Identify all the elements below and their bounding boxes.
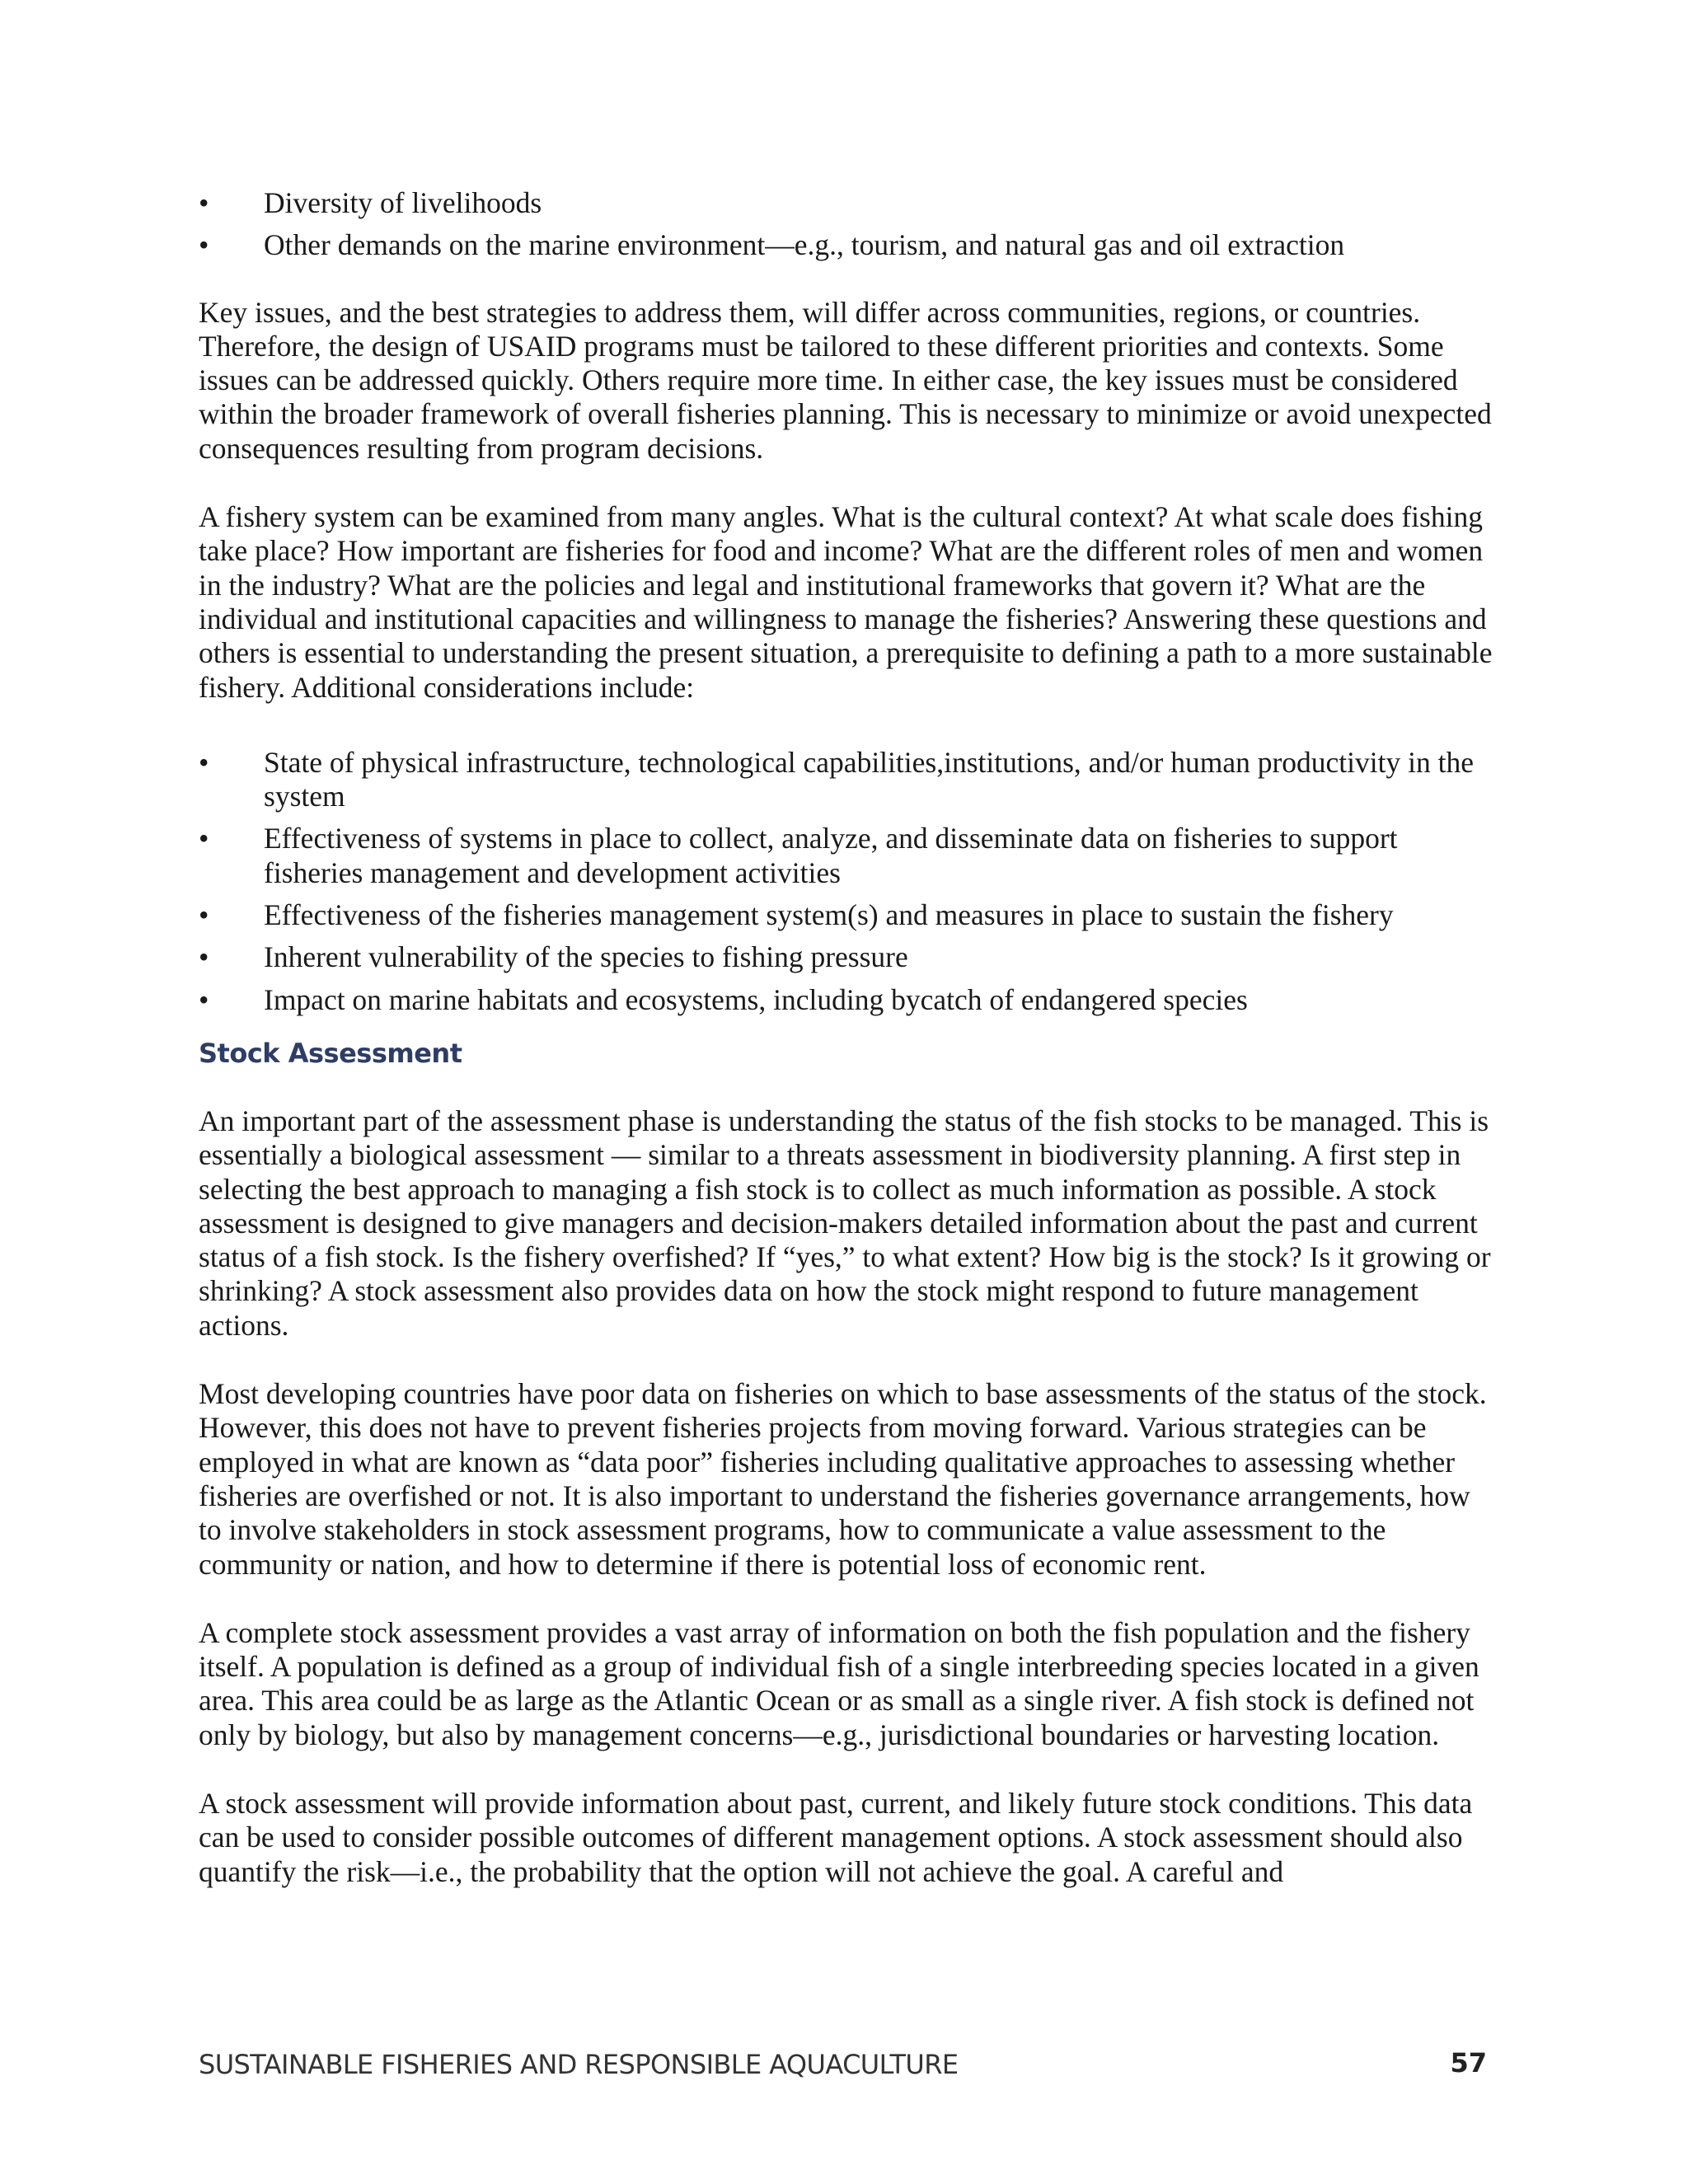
bullet-icon: • [199,898,209,932]
bullet-icon: • [199,982,209,1016]
page-content [199,186,1493,1889]
bullet-icon: • [199,186,209,219]
bullet-icon: • [199,745,209,779]
paragraph: Most developing countries have poor data on fisheries on which to base assessments of the status of the stock. However, this does not have to prevent fisheries projects from moving forward. Various strategies can be employed in what are known as “data poor” fisheries including qualitative approaches to assessing whether fisheries are overfished or not. It is also important to understand the fisheries governance arrangements, how to involve stakeholders in stock assessment programs, how to communicate a value assessment to the community or nation, and how to determine if there is potential loss of economic rent. [199,1377,1487,1581]
list-item: • Effectiveness of systems in place to collect, analyze, and disseminate data on fisheries to support fisheries management and development activities [199,822,1398,889]
bullet-icon: • [199,822,209,855]
paragraph: An important part of the assessment phase is understanding the status of the fish stocks to be managed. This is essentially a biological assessment — similar to a threats assessment in biodiversity planning. A first step in selecting the best approach to managing a fish stock is to collect as much information as possible. A stock assessment is designed to give managers and decision-makers detailed information about the past and current status of a fish stock. Is the fishery overfished? If “yes,” to what extent? How big is the stock? Is it growing or shrinking? A stock assessment also provides data on how the stock might respond to future management actions. [199,1104,1491,1342]
list-item: • Impact on marine habitats and ecosystems, including bycatch of endangered species [199,982,1248,1016]
paragraph: A stock assessment will provide information about past, current, and likely future stock conditions. This data can be used to consider possible outcomes of different management options. A stock assessment should also quantify the risk—i.e., the probability that the option will not achieve the goal. A careful and [199,1786,1473,1888]
footer-title: SUSTAINABLE FISHERIES AND RESPONSIBLE AQUACULTURE [199,2049,959,2080]
section-heading: Stock Assessment [199,1037,462,1069]
page-number: 57 [1450,2047,1487,2079]
paragraph: A fishery system can be examined from many angles. What is the cultural context? At what scale does fishing take place? How important are fisheries for food and income? What are the different roles of men and women in the industry? What are the policies and legal and institutional frameworks that govern it? What are the individual and institutional capacities and willingness to manage the fisheries? Answering these questions and others is essential to understanding the present situation, a prerequisite to defining a path to a more sustainable fishery. Additional considerations include: [199,500,1493,704]
bullet-list-considerations [199,746,1493,1017]
list-item: • Other demands on the marine environment—e.g., tourism, and natural gas and oil extraction [199,228,1345,262]
list-item: • State of physical infrastructure, technological capabilities,institutions, and/or human productivity in the system [199,745,1474,813]
paragraph: Key issues, and the best strategies to address them, will differ across communities, regions, or countries. Therefore, the design of USAID programs must be tailored to these different priorities and contexts. Some issues can be addressed quickly. Others require more time. In either case, the key issues must be considered within the broader framework of overall fisheries planning. This is necessary to minimize or avoid unexpected consequences resulting from program decisions. [199,295,1492,465]
list-item: • Effectiveness of the fisheries management system(s) and measures in place to sustain the fishery [199,898,1394,932]
list-item: • Diversity of livelihoods [199,186,542,219]
bullet-icon: • [199,228,209,262]
bullet-list-top [199,186,1493,263]
paragraph: A complete stock assessment provides a vast array of information on both the fish population and the fishery itself. A population is defined as a group of individual fish of a single interbreeding species located in a given area. This area could be as large as the Atlantic Ocean or as small as a single river. A fish stock is defined not only by biology, but also by management concerns—e.g., jurisdictional boundaries or harvesting location. [199,1615,1479,1751]
bullet-icon: • [199,940,209,974]
list-item: • Inherent vulnerability of the species to fishing pressure [199,940,908,974]
